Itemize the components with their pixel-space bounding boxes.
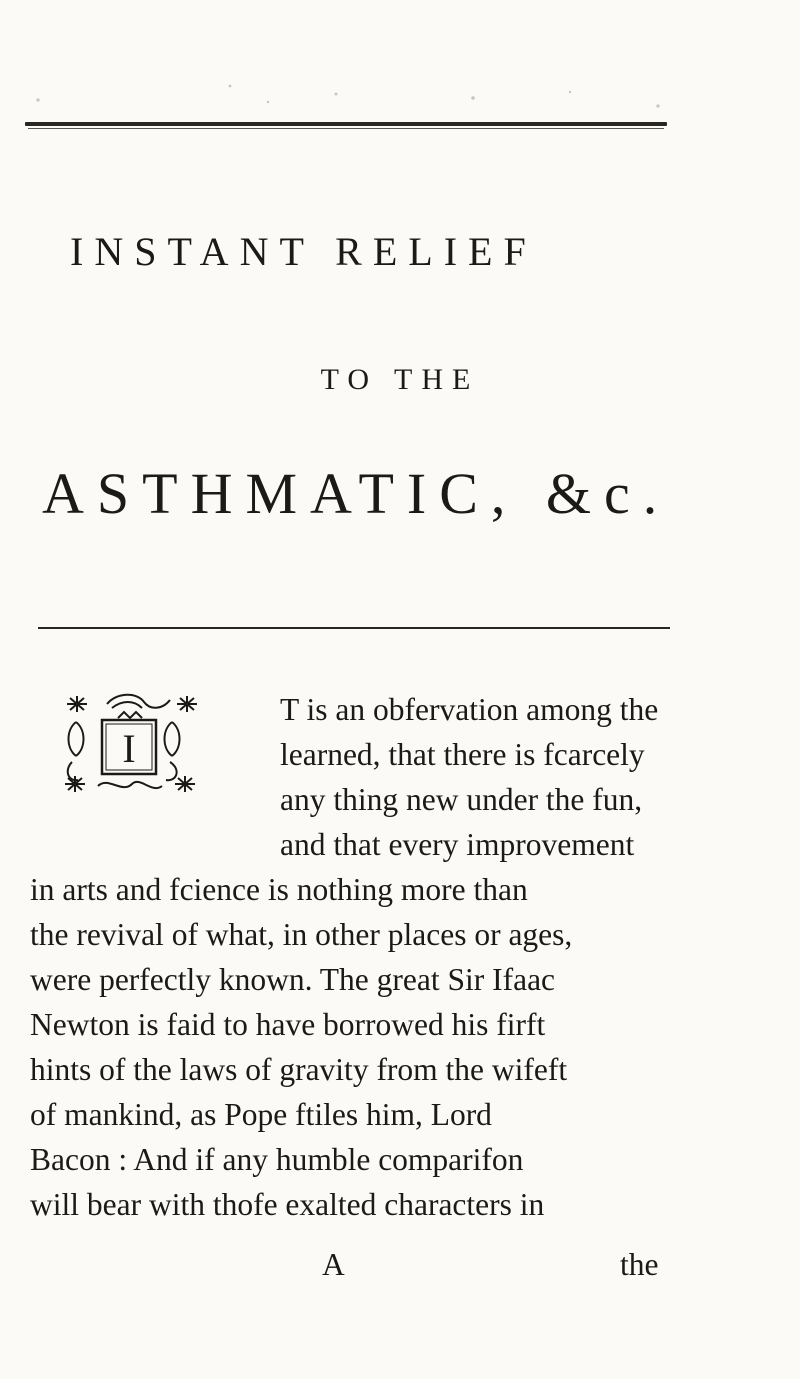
text-line: learned, that there is fcarcely [280, 737, 645, 772]
text-line: Bacon : And if any humble comparifon [30, 1142, 524, 1177]
text-line: Newton is faid to have borrowed his firft [30, 1007, 546, 1042]
title-asthmatic: ASTHMATIC, &c. [42, 461, 671, 526]
text-line: the revival of what, in other places or ages, [30, 917, 573, 952]
top-rule-thin [28, 128, 664, 129]
text-line: of mankind, as Pope ftiles him, Lord [30, 1097, 492, 1132]
section-rule [38, 627, 670, 629]
title-to-the: TO THE [320, 363, 480, 396]
text-line: and that every improvement [280, 827, 635, 862]
text-line: in arts and fcience is nothing more than [30, 872, 528, 907]
text-line: T is an obfervation among the [280, 692, 659, 727]
top-rule [25, 122, 667, 126]
catchword: the [620, 1247, 659, 1282]
body-paragraph [30, 687, 730, 1227]
title-instant-relief: INSTANT RELIEF [70, 229, 537, 274]
text-line: will bear with thofe exalted characters in [30, 1187, 545, 1222]
text-line: were perfectly known. The great Sir Ifaac [30, 962, 556, 997]
signature-mark: A [322, 1247, 345, 1282]
printing-smudge [18, 72, 698, 112]
page-footer [0, 1242, 800, 1287]
drop-cap-letter: I [122, 726, 136, 771]
text-line: hints of the laws of gravity from the wifeft [30, 1052, 568, 1087]
text-line: any thing new under the fun, [280, 782, 643, 817]
